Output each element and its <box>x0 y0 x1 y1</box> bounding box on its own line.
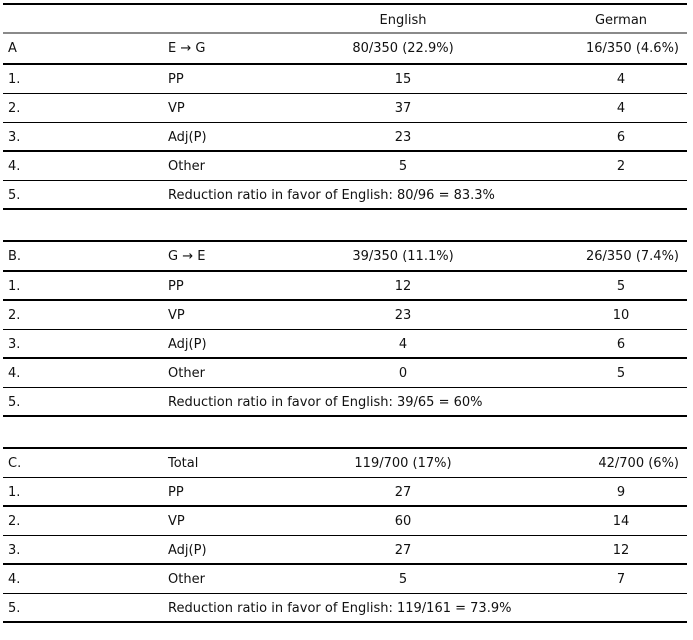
section-direction: E → G <box>168 41 206 56</box>
row-category: Adj(P) <box>168 543 207 558</box>
row-number: 2. <box>8 101 21 116</box>
row-english: 4 <box>398 337 408 352</box>
row-german: 2 <box>616 159 626 174</box>
row-german: 12 <box>612 543 630 558</box>
reduction-ratio-text: Reduction ratio in favor of English: 119/161 = 73.9% <box>168 601 512 616</box>
row-category: VP <box>168 101 185 116</box>
row-german: 14 <box>612 514 630 529</box>
table-row <box>3 507 687 536</box>
row-category: VP <box>168 308 185 323</box>
section-spacer <box>3 210 687 240</box>
section-direction: Total <box>168 456 199 471</box>
table-row <box>3 152 687 181</box>
section-a-header-row <box>3 34 687 65</box>
row-number: 4. <box>8 366 21 381</box>
row-german: 4 <box>616 72 626 87</box>
row-german: 6 <box>616 337 626 352</box>
section-label: A <box>8 41 17 56</box>
table-row <box>3 330 687 359</box>
row-english: 5 <box>398 572 408 587</box>
section-b-header-row <box>3 240 687 272</box>
row-german: 9 <box>616 485 626 500</box>
row-english: 27 <box>394 543 412 558</box>
row-english: 27 <box>394 485 412 500</box>
row-category: Other <box>168 159 205 174</box>
row-english: 37 <box>394 101 412 116</box>
section-german-total: 26/350 (7.4%) <box>585 249 679 264</box>
table-row <box>3 65 687 94</box>
row-number: 2. <box>8 308 21 323</box>
row-english: 12 <box>394 279 412 294</box>
section-english-total: 80/350 (22.9%) <box>352 41 454 56</box>
summary-row <box>3 594 687 623</box>
row-category: Adj(P) <box>168 337 207 352</box>
table-row <box>3 565 687 594</box>
row-number: 3. <box>8 130 21 145</box>
row-category: Other <box>168 366 205 381</box>
row-german: 4 <box>616 101 626 116</box>
table-header-row <box>3 3 687 34</box>
row-category: PP <box>168 279 184 294</box>
section-german-total: 16/350 (4.6%) <box>585 41 679 56</box>
table-row <box>3 272 687 301</box>
row-category: PP <box>168 485 184 500</box>
row-number: 1. <box>8 279 21 294</box>
row-number: 3. <box>8 543 21 558</box>
table-row <box>3 536 687 565</box>
row-english: 5 <box>398 159 408 174</box>
summary-row <box>3 181 687 210</box>
row-number: 5. <box>8 188 21 203</box>
row-english: 23 <box>394 308 412 323</box>
row-english: 23 <box>394 130 412 145</box>
row-number: 5. <box>8 395 21 410</box>
section-german-total: 42/700 (6%) <box>598 456 679 471</box>
row-german: 5 <box>616 279 626 294</box>
section-spacer <box>3 417 687 447</box>
row-number: 4. <box>8 572 21 587</box>
table-row <box>3 478 687 507</box>
summary-row <box>3 388 687 417</box>
table-row <box>3 123 687 152</box>
row-english: 0 <box>398 366 408 381</box>
section-direction: G → E <box>168 249 206 264</box>
row-number: 3. <box>8 337 21 352</box>
row-english: 60 <box>394 514 412 529</box>
row-number: 4. <box>8 159 21 174</box>
data-table <box>3 3 687 623</box>
section-english-total: 39/350 (11.1%) <box>352 249 454 264</box>
row-category: Other <box>168 572 205 587</box>
table-row <box>3 359 687 388</box>
reduction-ratio-text: Reduction ratio in favor of English: 80/96 = 83.3% <box>168 188 495 203</box>
column-header-english: English <box>379 13 427 28</box>
row-german: 7 <box>616 572 626 587</box>
row-german: 5 <box>616 366 626 381</box>
row-number: 2. <box>8 514 21 529</box>
row-category: VP <box>168 514 185 529</box>
column-header-german: German <box>594 13 648 28</box>
row-number: 5. <box>8 601 21 616</box>
section-label: C. <box>8 456 22 471</box>
section-english-total: 119/700 (17%) <box>354 456 452 471</box>
row-category: Adj(P) <box>168 130 207 145</box>
section-c-header-row <box>3 447 687 478</box>
row-number: 1. <box>8 72 21 87</box>
row-number: 1. <box>8 485 21 500</box>
reduction-ratio-text: Reduction ratio in favor of English: 39/65 = 60% <box>168 395 483 410</box>
row-german: 6 <box>616 130 626 145</box>
row-german: 10 <box>612 308 630 323</box>
row-category: PP <box>168 72 184 87</box>
row-english: 15 <box>394 72 412 87</box>
table-row <box>3 94 687 123</box>
table-row <box>3 301 687 330</box>
section-label: B. <box>8 249 22 264</box>
